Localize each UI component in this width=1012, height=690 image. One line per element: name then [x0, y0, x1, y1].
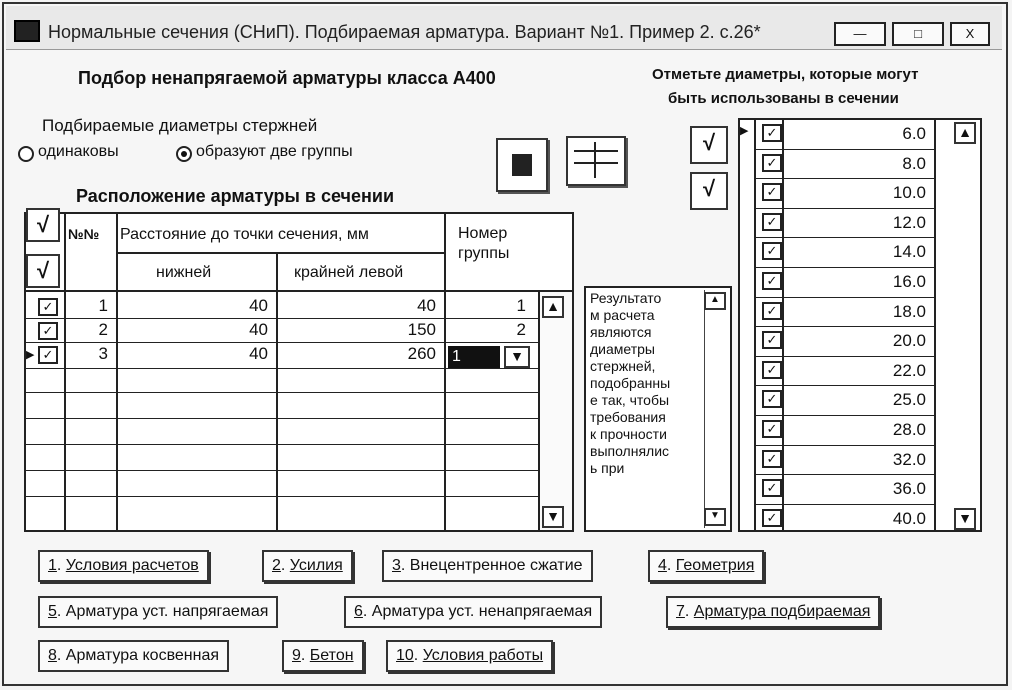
tab-selected-rebar[interactable]: 7. Арматура подбираемая [666, 596, 880, 628]
row-line [24, 444, 538, 445]
window-title: Нормальные сечения (СНиП). Подбираемая арматура. Вариант №1. Пример 2. с.26* [48, 22, 761, 42]
diam-col-divider [934, 118, 936, 532]
row-line [24, 368, 538, 369]
check-all-icon[interactable]: √ [26, 208, 60, 242]
current-diameter-icon: ▶ [740, 125, 749, 137]
tab-key: 4 [658, 557, 667, 574]
diameters-title-1: Отметьте диаметры, которые могут [652, 66, 919, 83]
diameter-row [756, 120, 934, 150]
note-line: выполнялис [590, 443, 670, 459]
diameter-rows [756, 120, 934, 534]
diameter-mode-label: Подбираемые диаметры стержней [42, 116, 318, 135]
diameter-row [756, 150, 934, 180]
diameter-row [756, 298, 934, 328]
tab-label: Усилия [289, 557, 343, 574]
row-line [24, 318, 538, 319]
tab-key: 5 [48, 603, 57, 620]
tab-work-conditions[interactable]: 10. Условия работы [386, 640, 553, 672]
tab-label: Арматура уст. напрягаемая [65, 603, 269, 620]
row-line [24, 392, 538, 393]
col-group-header: Номер группы [458, 225, 510, 262]
note-line: е так, чтобы [590, 392, 670, 408]
tab-key: 10 [396, 647, 414, 664]
tab-key: 3 [392, 557, 401, 574]
check-all-diameters-icon[interactable]: √ [690, 126, 728, 164]
diameter-checkbox[interactable]: ✓ [762, 509, 782, 527]
diameter-checkbox[interactable]: ✓ [762, 302, 782, 320]
diameter-row [756, 357, 934, 387]
diameter-row [756, 416, 934, 446]
diameter-row [756, 475, 934, 505]
col-divider-2 [116, 212, 118, 532]
tab-label: Геометрия [675, 557, 755, 574]
diameter-value: 16.0 [892, 271, 926, 291]
calculate-icon[interactable] [496, 138, 548, 192]
diameter-checkbox[interactable]: ✓ [762, 213, 782, 231]
tab-nonprestressed[interactable]: 6. Арматура уст. ненапрягаемая [344, 596, 602, 628]
minimize-button[interactable]: — [834, 22, 886, 46]
diameter-row [756, 209, 934, 239]
close-button[interactable]: X [950, 22, 990, 46]
tab-indirect[interactable]: 8. Арматура косвенная [38, 640, 229, 672]
col-left-header: крайней левой [294, 264, 404, 281]
tab-label: Внецентренное сжатие [409, 557, 583, 574]
note-scrollbar[interactable] [704, 290, 728, 528]
tab-key: 6 [354, 603, 363, 620]
diameter-checkbox[interactable]: ✓ [762, 242, 782, 260]
cell-group[interactable]: 2 [516, 320, 526, 339]
group-combo-dropdown[interactable]: ▼ [504, 346, 530, 368]
diam-scroll-down[interactable]: ▼ [954, 508, 976, 530]
diameter-value: 36.0 [892, 479, 926, 499]
tab-key: 9 [292, 647, 301, 664]
diameter-checkbox[interactable]: ✓ [762, 361, 782, 379]
row-line [24, 496, 538, 497]
note-scroll-up[interactable]: ▲ [704, 292, 726, 310]
uncheck-diameters-icon[interactable]: √ [690, 172, 728, 210]
diameters-title-2: быть использованы в сечении [668, 90, 899, 107]
table-scroll-up[interactable]: ▲ [542, 296, 564, 318]
table-scroll-down[interactable]: ▼ [542, 506, 564, 528]
radio-two-groups-label: образуют две группы [196, 143, 353, 160]
cell-bottom[interactable]: 40 [249, 320, 268, 339]
diameter-checkbox[interactable]: ✓ [762, 331, 782, 349]
table-scrollbar[interactable] [538, 292, 572, 530]
row-num: 1 [98, 296, 108, 315]
note-text [590, 290, 700, 477]
radio-equal[interactable] [18, 146, 34, 162]
col-bottom-header: нижней [156, 264, 212, 281]
cell-left[interactable]: 150 [407, 320, 436, 339]
tab-label: Условия работы [422, 647, 544, 664]
diameter-value: 14.0 [892, 242, 926, 262]
diameter-row [756, 327, 934, 357]
col-distance-header: Расстояние до точки сечения, мм [120, 226, 369, 243]
current-row-icon: ▶ [26, 349, 35, 361]
note-line: диаметры [590, 341, 655, 357]
group-combo-value[interactable]: 1 [448, 346, 500, 368]
table-title: Расположение арматуры в сечении [76, 186, 395, 206]
check-all-icon-2[interactable]: √ [26, 254, 60, 288]
tab-key: 1 [48, 557, 57, 574]
col-divider-1 [64, 212, 66, 532]
row-checkbox[interactable]: ✓ [38, 346, 58, 364]
diam-scroll-up[interactable]: ▲ [954, 122, 976, 144]
diameter-value: 20.0 [892, 331, 926, 351]
col-divider-4 [444, 212, 446, 532]
diameter-checkbox[interactable]: ✓ [762, 124, 782, 142]
cell-group[interactable]: 1 [516, 296, 526, 315]
tab-conditions[interactable]: 1. Условия расчетов [38, 550, 209, 582]
diameter-value: 6.0 [902, 124, 926, 143]
row-checkbox[interactable]: ✓ [38, 322, 58, 340]
tab-key: 7 [676, 603, 685, 620]
diameter-value: 10.0 [892, 183, 926, 203]
tab-label: Бетон [309, 647, 354, 664]
radio-two-groups[interactable] [176, 146, 192, 162]
row-line [24, 418, 538, 419]
tab-label: Арматура подбираемая [693, 603, 871, 620]
diameter-value: 32.0 [892, 449, 926, 469]
subheader-divider [116, 252, 444, 254]
table-icon[interactable] [566, 136, 626, 186]
diameter-row [756, 179, 934, 209]
restore-button[interactable]: □ [892, 22, 944, 46]
note-scroll-down[interactable]: ▼ [704, 508, 726, 526]
tab-eccentric[interactable]: 3. Внецентренное сжатие [382, 550, 593, 582]
diameter-row [756, 238, 934, 268]
diameter-checkbox[interactable]: ✓ [762, 479, 782, 497]
diameter-checkbox[interactable]: ✓ [762, 272, 782, 290]
diameter-row [756, 446, 934, 476]
diameter-value: 8.0 [902, 153, 926, 173]
diameter-value: 25.0 [892, 390, 926, 410]
tab-label: Арматура уст. ненапрягаемая [371, 603, 593, 620]
cell-left[interactable]: 40 [417, 296, 436, 315]
radio-equal-label: одинаковы [38, 143, 119, 160]
diameter-row [756, 505, 934, 535]
row-num: 3 [98, 344, 108, 363]
tab-prestressed[interactable]: 5. Арматура уст. напрягаемая [38, 596, 278, 628]
diameter-value: 22.0 [892, 360, 926, 380]
col-num-header: №№ [68, 226, 100, 242]
diameter-value: 12.0 [892, 212, 926, 232]
row-line [24, 470, 538, 471]
tab-key: 8 [48, 647, 57, 664]
diameter-value: 18.0 [892, 301, 926, 321]
row-num: 2 [98, 320, 108, 339]
diameter-row [756, 386, 934, 416]
tab-concrete[interactable]: 9. Бетон [282, 640, 364, 672]
note-line: к прочности [590, 426, 667, 442]
diameter-checkbox[interactable]: ✓ [762, 154, 782, 172]
diameter-value: 40.0 [892, 508, 926, 528]
tab-geometry[interactable]: 4. Геометрия [648, 550, 764, 582]
note-line: м расчета [590, 307, 655, 323]
diameter-value: 28.0 [892, 419, 926, 439]
row-checkbox[interactable]: ✓ [38, 298, 58, 316]
note-line: являются [590, 324, 652, 340]
header-divider [24, 290, 574, 292]
main-title: Подбор ненапрягаемой арматуры класса А400 [78, 68, 496, 88]
tab-label: Арматура косвенная [65, 647, 220, 664]
diameter-checkbox[interactable]: ✓ [762, 183, 782, 201]
row-line [24, 342, 538, 343]
diameter-checkbox[interactable]: ✓ [762, 390, 782, 408]
note-line: Результато [590, 290, 662, 306]
tab-key: 2 [272, 557, 281, 574]
note-line: подобранны [590, 375, 671, 391]
cell-bottom[interactable]: 40 [249, 344, 268, 363]
diameter-checkbox[interactable]: ✓ [762, 420, 782, 438]
diameter-checkbox[interactable]: ✓ [762, 450, 782, 468]
tab-label: Условия расчетов [65, 557, 199, 574]
tab-forces[interactable]: 2. Усилия [262, 550, 353, 582]
note-line: ь при [590, 460, 625, 476]
diameter-row [756, 268, 934, 298]
cell-left[interactable]: 260 [407, 344, 436, 363]
note-line: требования [590, 409, 666, 425]
cell-bottom[interactable]: 40 [249, 296, 268, 315]
app-icon [14, 20, 40, 42]
note-line: стержней, [590, 358, 656, 374]
